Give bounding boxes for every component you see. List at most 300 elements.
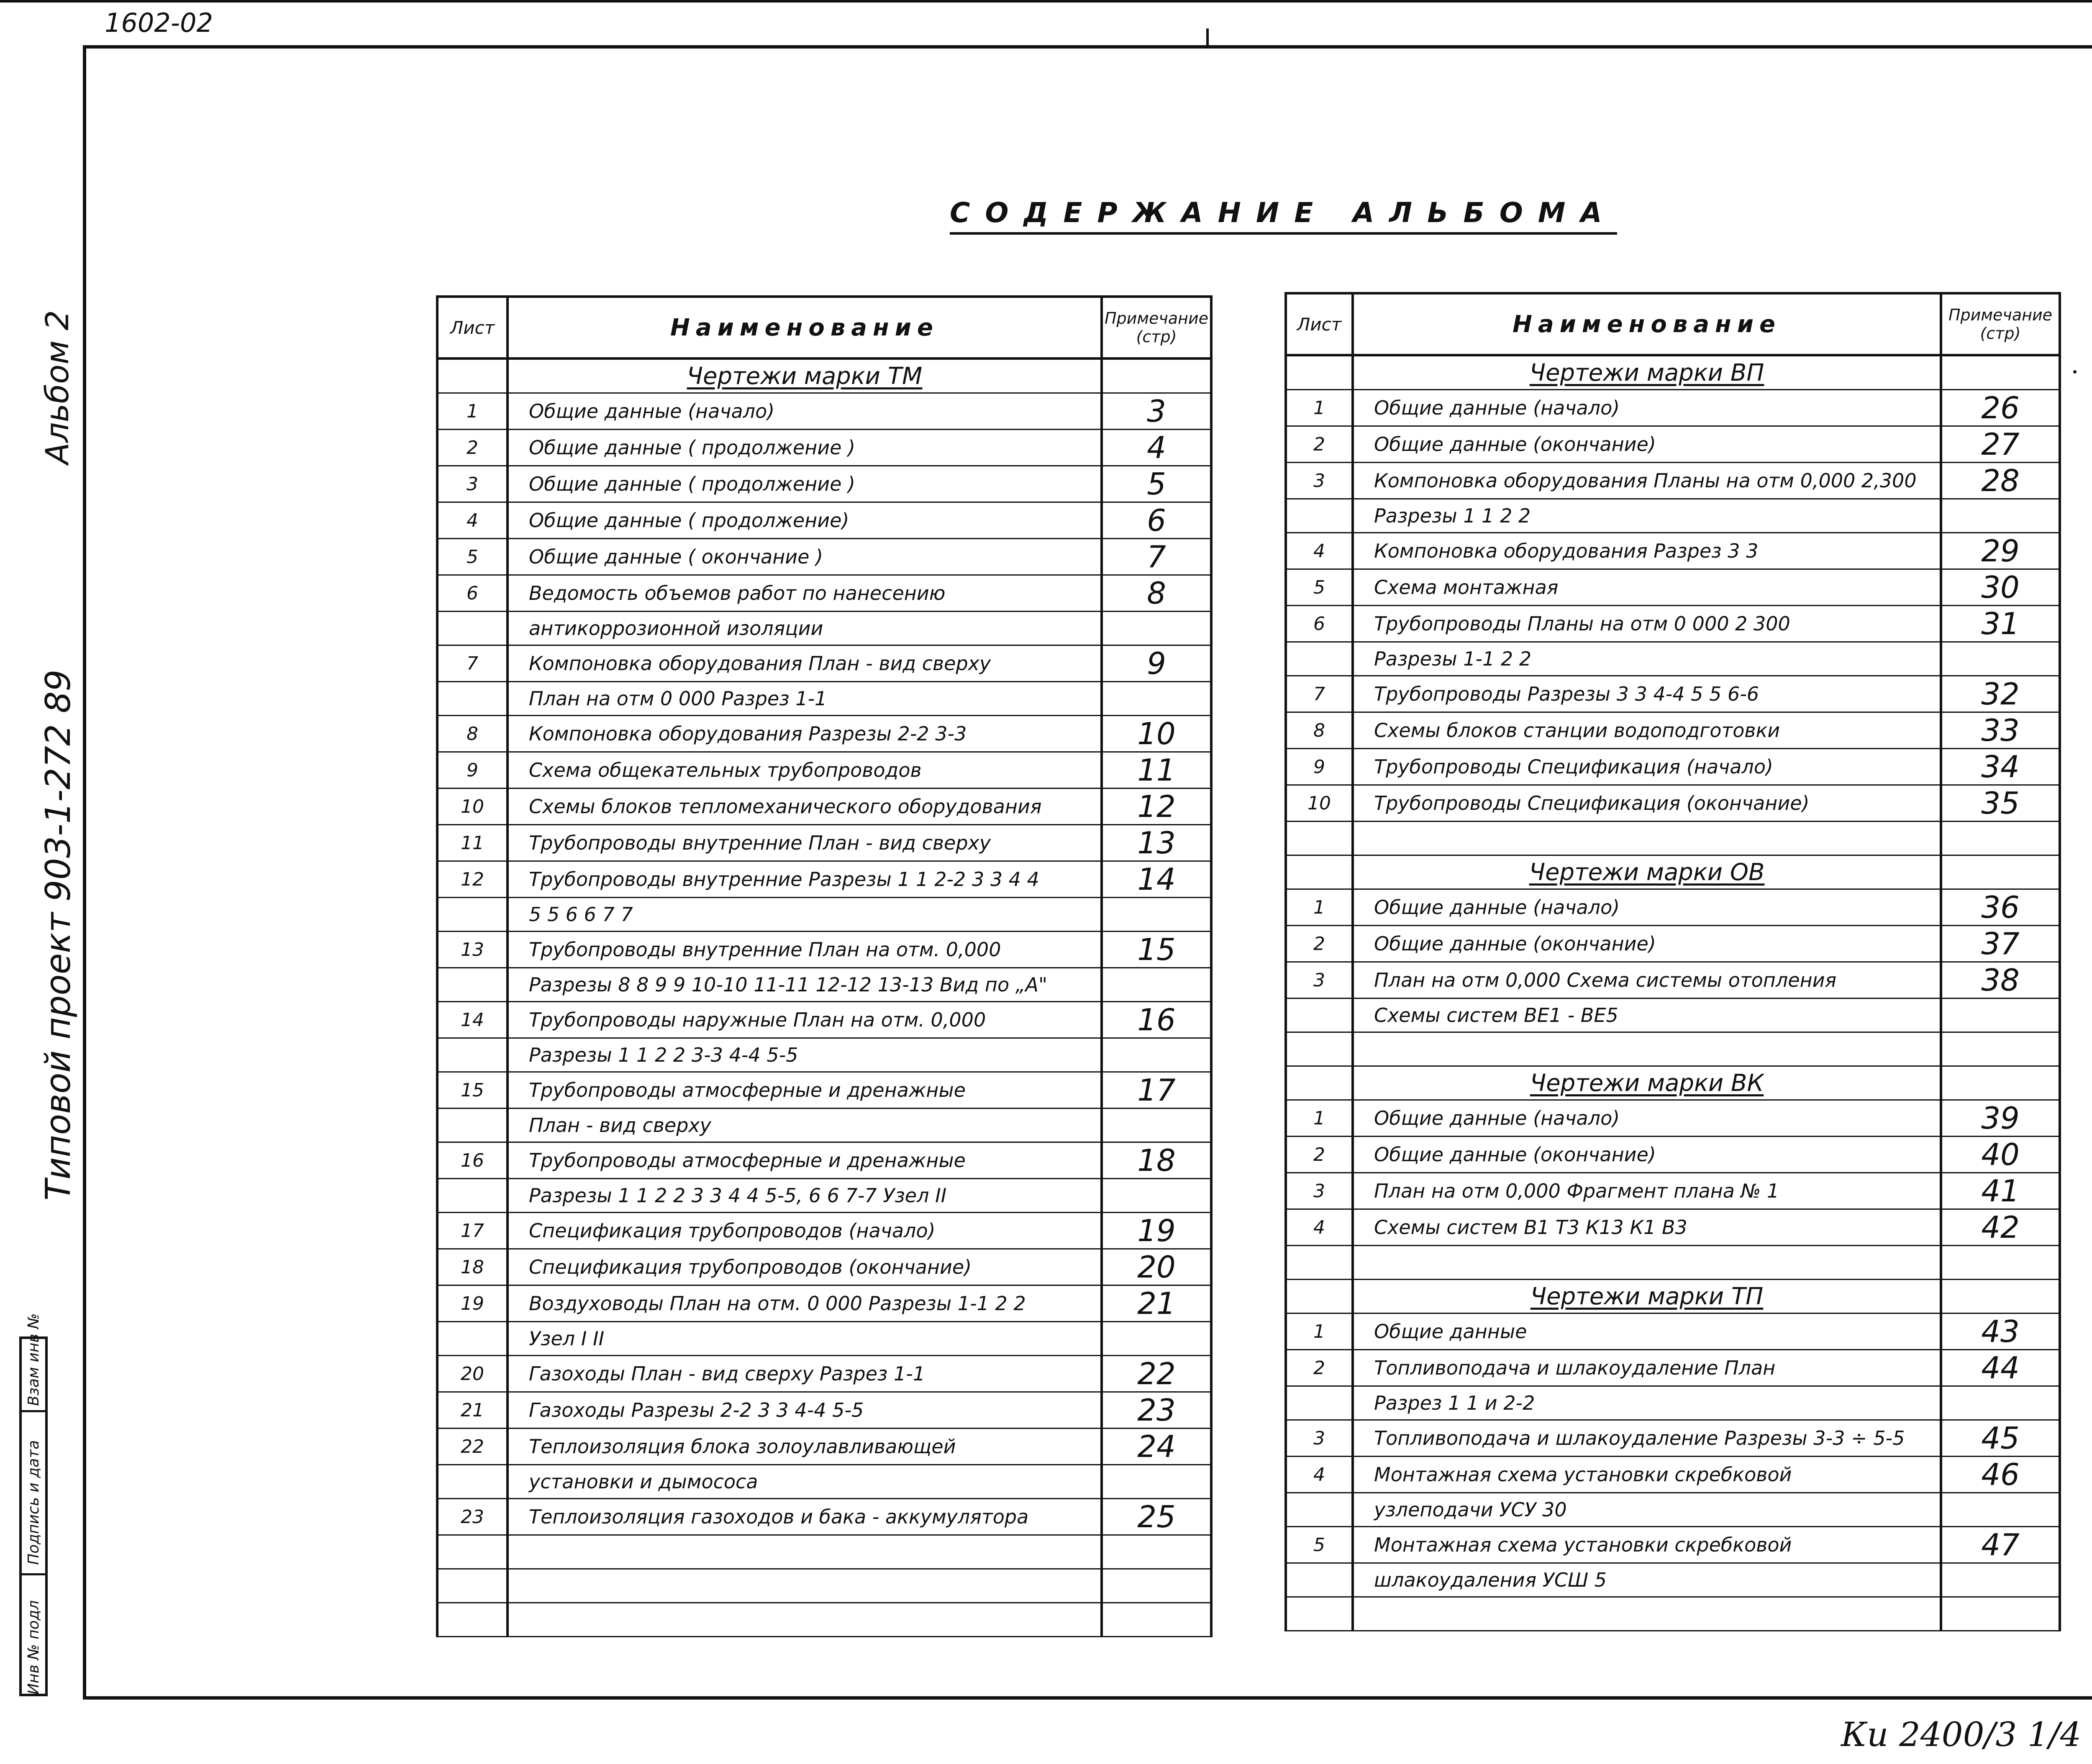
sheet-number-cell: 22 <box>437 1429 508 1465</box>
name-cell: Спецификация трубопроводов (начало) <box>508 1213 1102 1249</box>
header-note: Примечание (стр) <box>1102 297 1211 358</box>
sheet-number-cell: 2 <box>1286 1350 1353 1386</box>
name-cell: Общие данные ( продолжение ) <box>508 466 1102 502</box>
page-cell: 36 <box>1941 889 2060 926</box>
page-cell: 40 <box>1941 1137 2060 1173</box>
name-cell: Узел I II <box>508 1322 1102 1356</box>
stamp-cell-inv: Инв № подл <box>25 1600 42 1695</box>
table-header-row <box>1286 293 2060 355</box>
name-cell: Разрезы 1 1 2 2 3 3 4 4 5-5, 6 6 7-7 Узел II <box>508 1179 1102 1213</box>
page-cell: 26 <box>1941 390 2060 426</box>
table-row <box>437 539 1211 575</box>
section-cell-empty <box>1286 355 1353 390</box>
section-title: Чертежи марки ОВ <box>1353 855 1941 889</box>
page-cell <box>1102 1038 1211 1072</box>
table-row <box>437 682 1211 716</box>
section-row <box>1286 1066 2060 1100</box>
sheet-number-cell: 4 <box>1286 1209 1353 1246</box>
page-cell: 6 <box>1102 502 1211 539</box>
page-cell <box>1102 898 1211 932</box>
name-cell: Общие данные ( продолжение ) <box>508 430 1102 466</box>
sheet-number-cell: 11 <box>437 825 508 861</box>
table-row <box>1286 785 2060 822</box>
page-cell: 22 <box>1102 1356 1211 1392</box>
page-cell: 23 <box>1102 1392 1211 1429</box>
sheet-number-cell <box>437 1603 508 1637</box>
stray-dot <box>2073 370 2077 374</box>
section-cell-empty <box>1941 1280 2060 1313</box>
page-cell <box>1102 1109 1211 1142</box>
sheet-number-cell: 20 <box>437 1356 508 1392</box>
sheet-number-cell: 6 <box>1286 606 1353 642</box>
table-row <box>1286 642 2060 676</box>
header-name: Наименование <box>508 297 1102 358</box>
sheet-number-cell: 17 <box>437 1213 508 1249</box>
sheet-number-cell: 9 <box>437 752 508 789</box>
page-cell: 35 <box>1941 785 2060 822</box>
page-cell: 15 <box>1102 932 1211 968</box>
page-cell: 25 <box>1102 1499 1211 1535</box>
name-cell: Общие данные (окончание) <box>1353 1137 1941 1173</box>
sheet-number-cell: 1 <box>1286 889 1353 926</box>
page-cell: 42 <box>1941 1209 2060 1246</box>
page-cell <box>1102 612 1211 645</box>
sheet-number-cell: 8 <box>1286 712 1353 749</box>
sheet-number-cell: 1 <box>1286 1100 1353 1137</box>
page-cell <box>1941 499 2060 533</box>
sheet-number-cell: 21 <box>437 1392 508 1429</box>
table-row <box>437 1356 1211 1392</box>
table-row <box>437 1002 1211 1038</box>
name-cell: Общие данные (начало) <box>508 393 1102 430</box>
name-cell: Трубопроводы Спецификация (окончание) <box>1353 785 1941 822</box>
sheet-number-cell: 1 <box>1286 390 1353 426</box>
page-cell <box>1102 1535 1211 1569</box>
stamp-cell-sign: Подпись и дата <box>25 1440 42 1565</box>
table-row <box>1286 926 2060 962</box>
sheet-number-cell: 2 <box>1286 426 1353 463</box>
sheet-number-cell: 14 <box>437 1002 508 1038</box>
page-cell: 10 <box>1102 716 1211 752</box>
table-row <box>437 898 1211 932</box>
page-cell: 17 <box>1102 1072 1211 1109</box>
name-cell: Компоновка оборудования Разрез 3 3 <box>1353 533 1941 569</box>
section-cell-empty <box>1941 355 2060 390</box>
page-cell: 47 <box>1941 1527 2060 1563</box>
sheet-number-cell <box>1286 642 1353 676</box>
table-row <box>1286 889 2060 926</box>
page-cell: 7 <box>1102 539 1211 575</box>
name-cell: Теплоизоляция газоходов и бака - аккумулятора <box>508 1499 1102 1535</box>
page-cell: 28 <box>1941 463 2060 499</box>
page-cell <box>1941 822 2060 855</box>
table-row <box>1286 1350 2060 1386</box>
sheet-number-cell: 3 <box>1286 1173 1353 1209</box>
page-cell: 41 <box>1941 1173 2060 1209</box>
album-label: Альбом 2 <box>38 310 76 464</box>
table-row <box>437 1072 1211 1109</box>
table-row <box>1286 390 2060 426</box>
table-row <box>1286 1313 2060 1350</box>
section-title: Чертежи марки ТП <box>1353 1280 1941 1313</box>
name-cell: Трубопроводы внутренние План на отм. 0,000 <box>508 932 1102 968</box>
name-cell: План на отм 0,000 Фрагмент плана № 1 <box>1353 1173 1941 1209</box>
name-cell: Воздуховоды План на отм. 0 000 Разрезы 1-1 2 2 <box>508 1285 1102 1322</box>
page-cell: 30 <box>1941 569 2060 606</box>
section-cell-empty <box>1286 855 1353 889</box>
table-row <box>1286 962 2060 998</box>
page-cell: 8 <box>1102 575 1211 612</box>
table-row <box>437 1249 1211 1285</box>
sheet-number-cell: 3 <box>437 466 508 502</box>
table-row <box>437 1285 1211 1322</box>
name-cell: узлеподачи УСУ 30 <box>1353 1493 1941 1527</box>
sheet-number-cell: 1 <box>1286 1313 1353 1350</box>
page-cell <box>1102 1322 1211 1356</box>
sheet-number-cell <box>437 1535 508 1569</box>
project-label: Типовой проект 903-1-272 89 <box>38 669 78 1201</box>
name-cell: Трубопроводы атмосферные и дренажные <box>508 1142 1102 1179</box>
page-cell: 31 <box>1941 606 2060 642</box>
table-row <box>1286 1493 2060 1527</box>
name-cell: Трубопроводы атмосферные и дренажные <box>508 1072 1102 1109</box>
section-cell-empty <box>1286 1280 1353 1313</box>
table-row <box>1286 1597 2060 1631</box>
name-cell: Трубопроводы наружные План на отм. 0,000 <box>508 1002 1102 1038</box>
sheet-number-cell <box>1286 1597 1353 1631</box>
table-row <box>437 1499 1211 1535</box>
page-cell <box>1102 1179 1211 1213</box>
name-cell: Ведомость объемов работ по нанесению <box>508 575 1102 612</box>
sheet-number-cell <box>1286 822 1353 855</box>
name-cell <box>1353 822 1941 855</box>
page-cell <box>1102 682 1211 716</box>
table-row <box>437 645 1211 682</box>
page-cell: 34 <box>1941 749 2060 785</box>
name-cell: Компоновка оборудования Разрезы 2-2 3-3 <box>508 716 1102 752</box>
sheet-number-cell <box>1286 1493 1353 1527</box>
name-cell <box>508 1603 1102 1637</box>
sheet-number-cell <box>437 1322 508 1356</box>
table-row <box>437 1535 1211 1569</box>
stamp-cell-replace: Взам инв № <box>25 1313 42 1406</box>
sheet-number-cell <box>437 898 508 932</box>
sheet-number-cell <box>1286 1032 1353 1066</box>
sheet-number-cell: 2 <box>1286 926 1353 962</box>
sheet-number-cell: 4 <box>437 502 508 539</box>
page-cell: 19 <box>1102 1213 1211 1249</box>
page-cell: 33 <box>1941 712 2060 749</box>
table-row <box>1286 1420 2060 1457</box>
page-cell: 12 <box>1102 789 1211 825</box>
name-cell <box>1353 1246 1941 1280</box>
page-cell: 27 <box>1941 426 2060 463</box>
page-cell: 13 <box>1102 825 1211 861</box>
name-cell: Общие данные (окончание) <box>1353 926 1941 962</box>
table-row <box>437 968 1211 1002</box>
table-row <box>437 1392 1211 1429</box>
name-cell: Общие данные (начало) <box>1353 889 1941 926</box>
table-row <box>1286 1527 2060 1563</box>
table-row <box>1286 1563 2060 1597</box>
table-row <box>437 1569 1211 1603</box>
sheet-number-cell: 6 <box>437 575 508 612</box>
table-row <box>1286 1100 2060 1137</box>
table-row <box>437 752 1211 789</box>
sheet-number-cell <box>437 1465 508 1499</box>
name-cell: Схемы блоков тепломеханического оборудования <box>508 789 1102 825</box>
sheet-number-cell: 2 <box>1286 1137 1353 1173</box>
sheet-number-cell: 3 <box>1286 463 1353 499</box>
table-row <box>437 932 1211 968</box>
name-cell: Спецификация трубопроводов (окончание) <box>508 1249 1102 1285</box>
sheet-number-cell <box>437 1038 508 1072</box>
name-cell: Трубопроводы внутренние План - вид сверху <box>508 825 1102 861</box>
section-title: Чертежи марки ВП <box>1353 355 1941 390</box>
header-sheet: Лист <box>1286 293 1353 355</box>
name-cell <box>1353 1032 1941 1066</box>
name-cell: Топливоподача и шлакоудаление План <box>1353 1350 1941 1386</box>
table-row <box>437 393 1211 430</box>
section-cell-empty <box>437 358 508 393</box>
sheet-number-cell <box>437 968 508 1002</box>
name-cell: Общие данные (окончание) <box>1353 426 1941 463</box>
name-cell: Схема монтажная <box>1353 569 1941 606</box>
sheet-number-cell: 16 <box>437 1142 508 1179</box>
sheet-number-cell: 4 <box>1286 1457 1353 1493</box>
sheet-number-cell <box>437 1569 508 1603</box>
table-row <box>437 825 1211 861</box>
page-cell <box>1941 1493 2060 1527</box>
section-cell-empty <box>1941 1066 2060 1100</box>
table-row <box>1286 463 2060 499</box>
name-cell: Газоходы Разрезы 2-2 3 3 4-4 5-5 <box>508 1392 1102 1429</box>
top-border-line <box>0 0 2092 3</box>
stamp-divider <box>22 1410 45 1412</box>
table-row <box>1286 533 2060 569</box>
page-cell: 32 <box>1941 676 2060 712</box>
page-cell: 9 <box>1102 645 1211 682</box>
table-row <box>437 861 1211 898</box>
top-tick-mark <box>1206 28 1209 45</box>
sheet-number-cell: 10 <box>437 789 508 825</box>
table-row <box>437 716 1211 752</box>
sheet-number-cell: 1 <box>437 393 508 430</box>
table-row <box>1286 998 2060 1032</box>
table-row <box>437 1429 1211 1465</box>
sheet-number-cell <box>437 612 508 645</box>
name-cell: Общие данные ( продолжение) <box>508 502 1102 539</box>
sheet-number-cell: 10 <box>1286 785 1353 822</box>
section-cell-empty <box>1286 1066 1353 1100</box>
page-cell <box>1102 1569 1211 1603</box>
page-cell: 20 <box>1102 1249 1211 1285</box>
table-row <box>1286 749 2060 785</box>
page-cell <box>1941 1032 2060 1066</box>
table-row <box>437 1603 1211 1637</box>
table-row <box>437 789 1211 825</box>
page-cell <box>1941 1597 2060 1631</box>
sheet-number-cell <box>1286 1246 1353 1280</box>
contents-table-right <box>1284 292 2061 1631</box>
document-code: 1602-02 <box>105 8 213 38</box>
name-cell: антикоррозионной изоляции <box>508 612 1102 645</box>
name-cell: Трубопроводы Планы на отм 0 000 2 300 <box>1353 606 1941 642</box>
table-row <box>1286 712 2060 749</box>
name-cell: Монтажная схема установки скребковой <box>1353 1527 1941 1563</box>
name-cell: Трубопроводы Спецификация (начало) <box>1353 749 1941 785</box>
side-stamp <box>19 1313 48 1696</box>
table-row <box>437 575 1211 612</box>
section-cell-empty <box>1941 855 2060 889</box>
name-cell: 5 5 6 6 7 7 <box>508 898 1102 932</box>
name-cell: Общие данные (начало) <box>1353 390 1941 426</box>
table-row <box>437 466 1211 502</box>
sheet-number-cell: 3 <box>1286 962 1353 998</box>
name-cell: План на отм 0 000 Разрез 1-1 <box>508 682 1102 716</box>
page-cell: 43 <box>1941 1313 2060 1350</box>
sheet-number-cell <box>437 1179 508 1213</box>
name-cell: Монтажная схема установки скребковой <box>1353 1457 1941 1493</box>
page-cell <box>1941 1246 2060 1280</box>
table-row <box>1286 1173 2060 1209</box>
table-row <box>1286 606 2060 642</box>
stamp-divider <box>22 1573 45 1575</box>
table-row <box>1286 1386 2060 1420</box>
page-cell: 38 <box>1941 962 2060 998</box>
header-note: Примечание (стр) <box>1941 293 2060 355</box>
name-cell: Общие данные (начало) <box>1353 1100 1941 1137</box>
name-cell: План - вид сверху <box>508 1109 1102 1142</box>
name-cell: Схема общекательных трубопроводов <box>508 752 1102 789</box>
table-header-row <box>437 297 1211 358</box>
sheet-number-cell: 7 <box>437 645 508 682</box>
table-row <box>1286 676 2060 712</box>
table-row <box>1286 1457 2060 1493</box>
sheet-number-cell: 5 <box>1286 569 1353 606</box>
sheet-number-cell <box>1286 1386 1353 1420</box>
section-cell-empty <box>1102 358 1211 393</box>
section-title: Чертежи марки ВК <box>1353 1066 1941 1100</box>
name-cell: Трубопроводы Разрезы 3 3 4-4 5 5 6-6 <box>1353 676 1941 712</box>
page-cell: 16 <box>1102 1002 1211 1038</box>
table-row <box>437 430 1211 466</box>
table-row <box>437 1179 1211 1213</box>
page-cell: 11 <box>1102 752 1211 789</box>
name-cell: Схемы систем В1 Т3 К13 К1 В3 <box>1353 1209 1941 1246</box>
name-cell: Теплоизоляция блока золоулавливающей <box>508 1429 1102 1465</box>
page-cell: 21 <box>1102 1285 1211 1322</box>
page-cell: 37 <box>1941 926 2060 962</box>
name-cell: Общие данные ( окончание ) <box>508 539 1102 575</box>
name-cell: Разрез 1 1 и 2-2 <box>1353 1386 1941 1420</box>
sheet-number-cell: 23 <box>437 1499 508 1535</box>
page-cell: 24 <box>1102 1429 1211 1465</box>
page-cell: 5 <box>1102 466 1211 502</box>
page-cell: 46 <box>1941 1457 2060 1493</box>
page-title: СОДЕРЖАНИЕ АЛЬБОМА <box>950 197 1617 235</box>
sheet-number-cell <box>1286 1563 1353 1597</box>
page-cell: 39 <box>1941 1100 2060 1137</box>
sheet-number-cell <box>1286 998 1353 1032</box>
page-cell <box>1941 1563 2060 1597</box>
sheet-number-cell: 5 <box>437 539 508 575</box>
name-cell <box>508 1535 1102 1569</box>
page-cell <box>1102 968 1211 1002</box>
table-row <box>437 1038 1211 1072</box>
name-cell <box>508 1569 1102 1603</box>
sheet-number-cell: 2 <box>437 430 508 466</box>
name-cell: Общие данные <box>1353 1313 1941 1350</box>
name-cell: План на отм 0,000 Схема системы отопления <box>1353 962 1941 998</box>
contents-table-left <box>436 295 1213 1637</box>
name-cell: Топливоподача и шлакоудаление Разрезы 3-3 ÷ 5-5 <box>1353 1420 1941 1457</box>
section-title: Чертежи марки ТМ <box>508 358 1102 393</box>
page-cell: 3 <box>1102 393 1211 430</box>
name-cell: Разрезы 1-1 2 2 <box>1353 642 1941 676</box>
page-cell: 14 <box>1102 861 1211 898</box>
table-row <box>437 1142 1211 1179</box>
page-cell <box>1102 1465 1211 1499</box>
name-cell <box>1353 1597 1941 1631</box>
section-row <box>437 358 1211 393</box>
sheet-number-cell: 15 <box>437 1072 508 1109</box>
page-cell <box>1941 1386 2060 1420</box>
page-cell: 29 <box>1941 533 2060 569</box>
name-cell: Схемы систем ВЕ1 - ВЕ5 <box>1353 998 1941 1032</box>
table-row <box>437 1213 1211 1249</box>
name-cell: установки и дымососа <box>508 1465 1102 1499</box>
page-cell <box>1941 998 2060 1032</box>
sheet-number-cell <box>437 682 508 716</box>
name-cell: Разрезы 8 8 9 9 10-10 11-11 12-12 13-13 Вид по „А" <box>508 968 1102 1002</box>
name-cell: Компоновка оборудования Планы на отм 0,000 2,300 <box>1353 463 1941 499</box>
page-cell <box>1941 642 2060 676</box>
table-row <box>437 1322 1211 1356</box>
sheet-number-cell: 8 <box>437 716 508 752</box>
table-row <box>1286 499 2060 533</box>
sheet-number-cell: 19 <box>437 1285 508 1322</box>
sheet-number-cell: 12 <box>437 861 508 898</box>
section-row <box>1286 1280 2060 1313</box>
sheet-number-cell: 5 <box>1286 1527 1353 1563</box>
sheet-number-cell <box>437 1109 508 1142</box>
name-cell: Газоходы План - вид сверху Разрез 1-1 <box>508 1356 1102 1392</box>
header-name: Наименование <box>1353 293 1941 355</box>
page-cell <box>1102 1603 1211 1637</box>
table-row <box>1286 1032 2060 1066</box>
page-cell: 44 <box>1941 1350 2060 1386</box>
header-sheet: Лист <box>437 297 508 358</box>
table-row <box>1286 1246 2060 1280</box>
name-cell: шлакоудаления УСШ 5 <box>1353 1563 1941 1597</box>
sheet-number-cell <box>1286 499 1353 533</box>
table-row <box>437 1109 1211 1142</box>
page-cell: 18 <box>1102 1142 1211 1179</box>
name-cell: Разрезы 1 1 2 2 3-3 4-4 5-5 <box>508 1038 1102 1072</box>
section-row <box>1286 355 2060 390</box>
section-row <box>1286 855 2060 889</box>
sheet-number-cell: 4 <box>1286 533 1353 569</box>
sheet-number-cell: 9 <box>1286 749 1353 785</box>
sheet-number-cell: 7 <box>1286 676 1353 712</box>
sheet-number-cell: 13 <box>437 932 508 968</box>
table-row <box>1286 822 2060 855</box>
table-row <box>1286 569 2060 606</box>
table-row <box>437 1465 1211 1499</box>
table-row <box>1286 426 2060 463</box>
name-cell: Схемы блоков станции водоподготовки <box>1353 712 1941 749</box>
